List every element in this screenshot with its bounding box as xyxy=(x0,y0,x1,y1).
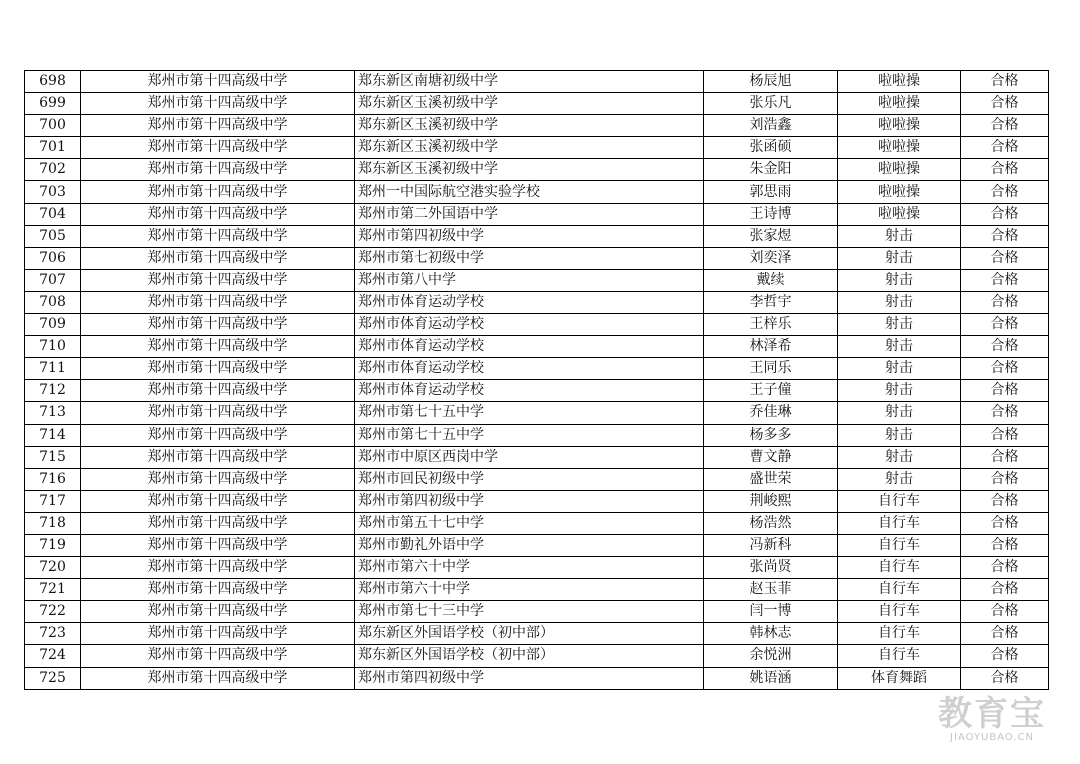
cell-result: 合格 xyxy=(961,71,1049,93)
table-row xyxy=(25,159,1049,181)
cell-event: 啦啦操 xyxy=(838,181,961,203)
cell-high-school: 郑州市第十四高级中学 xyxy=(81,512,355,534)
cell-junior-school: 郑州市第八中学 xyxy=(355,269,704,291)
cell-result: 合格 xyxy=(961,667,1049,689)
cell-high-school: 郑州市第十四高级中学 xyxy=(81,490,355,512)
table-row xyxy=(25,137,1049,159)
cell-junior-school: 郑州市第二外国语中学 xyxy=(355,203,704,225)
table-row xyxy=(25,358,1049,380)
cell-result: 合格 xyxy=(961,93,1049,115)
cell-high-school: 郑州市第十四高级中学 xyxy=(81,380,355,402)
table-row xyxy=(25,380,1049,402)
cell-student-name: 刘奕泽 xyxy=(704,247,838,269)
cell-result: 合格 xyxy=(961,601,1049,623)
cell-number: 701 xyxy=(25,137,81,159)
cell-student-name: 冯新科 xyxy=(704,534,838,556)
cell-result: 合格 xyxy=(961,137,1049,159)
cell-number: 711 xyxy=(25,358,81,380)
table-row xyxy=(25,490,1049,512)
cell-junior-school: 郑州市第七初级中学 xyxy=(355,247,704,269)
cell-high-school: 郑州市第十四高级中学 xyxy=(81,314,355,336)
cell-result: 合格 xyxy=(961,623,1049,645)
watermark-main-text: 教育宝 xyxy=(938,694,1046,734)
cell-result: 合格 xyxy=(961,358,1049,380)
cell-high-school: 郑州市第十四高级中学 xyxy=(81,247,355,269)
cell-number: 715 xyxy=(25,446,81,468)
cell-student-name: 林泽希 xyxy=(704,336,838,358)
cell-event: 啦啦操 xyxy=(838,93,961,115)
cell-result: 合格 xyxy=(961,534,1049,556)
cell-junior-school: 郑东新区外国语学校（初中部） xyxy=(355,623,704,645)
cell-high-school: 郑州市第十四高级中学 xyxy=(81,402,355,424)
cell-event: 自行车 xyxy=(838,490,961,512)
table-row xyxy=(25,512,1049,534)
table-row xyxy=(25,93,1049,115)
cell-event: 射击 xyxy=(838,247,961,269)
cell-result: 合格 xyxy=(961,557,1049,579)
table-row xyxy=(25,468,1049,490)
cell-event: 射击 xyxy=(838,424,961,446)
table-row xyxy=(25,203,1049,225)
cell-high-school: 郑州市第十四高级中学 xyxy=(81,534,355,556)
cell-high-school: 郑州市第十四高级中学 xyxy=(81,557,355,579)
cell-number: 719 xyxy=(25,534,81,556)
cell-student-name: 王诗博 xyxy=(704,203,838,225)
cell-number: 724 xyxy=(25,645,81,667)
table-row xyxy=(25,115,1049,137)
cell-event: 射击 xyxy=(838,314,961,336)
cell-high-school: 郑州市第十四高级中学 xyxy=(81,336,355,358)
table-row xyxy=(25,336,1049,358)
table-row xyxy=(25,601,1049,623)
cell-junior-school: 郑州市体育运动学校 xyxy=(355,358,704,380)
cell-student-name: 王梓乐 xyxy=(704,314,838,336)
cell-student-name: 王同乐 xyxy=(704,358,838,380)
cell-result: 合格 xyxy=(961,181,1049,203)
cell-result: 合格 xyxy=(961,291,1049,313)
cell-high-school: 郑州市第十四高级中学 xyxy=(81,424,355,446)
cell-event: 射击 xyxy=(838,336,961,358)
table-row xyxy=(25,446,1049,468)
cell-event: 啦啦操 xyxy=(838,71,961,93)
cell-high-school: 郑州市第十四高级中学 xyxy=(81,667,355,689)
cell-student-name: 盛世荣 xyxy=(704,468,838,490)
table-row xyxy=(25,579,1049,601)
cell-event: 自行车 xyxy=(838,623,961,645)
cell-number: 723 xyxy=(25,623,81,645)
cell-high-school: 郑州市第十四高级中学 xyxy=(81,71,355,93)
watermark-logo xyxy=(932,696,1052,744)
cell-student-name: 张尚贤 xyxy=(704,557,838,579)
cell-junior-school: 郑州市勤礼外语中学 xyxy=(355,534,704,556)
cell-number: 714 xyxy=(25,424,81,446)
cell-event: 射击 xyxy=(838,358,961,380)
cell-number: 710 xyxy=(25,336,81,358)
table-row xyxy=(25,181,1049,203)
cell-student-name: 李哲宇 xyxy=(704,291,838,313)
cell-event: 啦啦操 xyxy=(838,203,961,225)
cell-junior-school: 郑州市体育运动学校 xyxy=(355,314,704,336)
cell-result: 合格 xyxy=(961,579,1049,601)
table-row xyxy=(25,225,1049,247)
cell-student-name: 王子僮 xyxy=(704,380,838,402)
cell-number: 721 xyxy=(25,579,81,601)
cell-event: 射击 xyxy=(838,402,961,424)
cell-number: 718 xyxy=(25,512,81,534)
cell-number: 709 xyxy=(25,314,81,336)
qualification-table xyxy=(24,70,1049,690)
table-row xyxy=(25,291,1049,313)
cell-result: 合格 xyxy=(961,490,1049,512)
cell-event: 自行车 xyxy=(838,645,961,667)
cell-junior-school: 郑东新区玉溪初级中学 xyxy=(355,137,704,159)
cell-junior-school: 郑州市体育运动学校 xyxy=(355,291,704,313)
cell-event: 自行车 xyxy=(838,534,961,556)
cell-junior-school: 郑州市体育运动学校 xyxy=(355,380,704,402)
table-row xyxy=(25,534,1049,556)
table-row xyxy=(25,645,1049,667)
cell-high-school: 郑州市第十四高级中学 xyxy=(81,137,355,159)
cell-high-school: 郑州市第十四高级中学 xyxy=(81,181,355,203)
cell-junior-school: 郑州市第七十五中学 xyxy=(355,424,704,446)
cell-result: 合格 xyxy=(961,247,1049,269)
cell-high-school: 郑州市第十四高级中学 xyxy=(81,601,355,623)
cell-result: 合格 xyxy=(961,115,1049,137)
cell-high-school: 郑州市第十四高级中学 xyxy=(81,468,355,490)
cell-result: 合格 xyxy=(961,645,1049,667)
cell-number: 722 xyxy=(25,601,81,623)
cell-junior-school: 郑州市第七十三中学 xyxy=(355,601,704,623)
cell-number: 717 xyxy=(25,490,81,512)
cell-number: 703 xyxy=(25,181,81,203)
cell-event: 射击 xyxy=(838,446,961,468)
cell-number: 712 xyxy=(25,380,81,402)
cell-student-name: 杨辰旭 xyxy=(704,71,838,93)
table-row xyxy=(25,424,1049,446)
cell-result: 合格 xyxy=(961,336,1049,358)
cell-student-name: 乔佳琳 xyxy=(704,402,838,424)
cell-junior-school: 郑州市体育运动学校 xyxy=(355,336,704,358)
cell-high-school: 郑州市第十四高级中学 xyxy=(81,579,355,601)
cell-student-name: 曹文静 xyxy=(704,446,838,468)
cell-event: 自行车 xyxy=(838,579,961,601)
cell-student-name: 张乐凡 xyxy=(704,93,838,115)
cell-student-name: 韩林志 xyxy=(704,623,838,645)
cell-junior-school: 郑州市第七十五中学 xyxy=(355,402,704,424)
cell-junior-school: 郑州市第五十七中学 xyxy=(355,512,704,534)
watermark-sub-text: JIAOYUBAO.CN xyxy=(950,732,1034,743)
cell-result: 合格 xyxy=(961,203,1049,225)
cell-number: 704 xyxy=(25,203,81,225)
table-row xyxy=(25,667,1049,689)
cell-event: 射击 xyxy=(838,380,961,402)
cell-result: 合格 xyxy=(961,468,1049,490)
cell-result: 合格 xyxy=(961,380,1049,402)
cell-number: 708 xyxy=(25,291,81,313)
cell-student-name: 余悦洲 xyxy=(704,645,838,667)
table-row xyxy=(25,71,1049,93)
table-row xyxy=(25,402,1049,424)
cell-event: 啦啦操 xyxy=(838,115,961,137)
cell-result: 合格 xyxy=(961,159,1049,181)
cell-junior-school: 郑东新区玉溪初级中学 xyxy=(355,115,704,137)
cell-number: 698 xyxy=(25,71,81,93)
cell-high-school: 郑州市第十四高级中学 xyxy=(81,623,355,645)
cell-high-school: 郑州市第十四高级中学 xyxy=(81,203,355,225)
cell-junior-school: 郑州市回民初级中学 xyxy=(355,468,704,490)
cell-number: 720 xyxy=(25,557,81,579)
cell-number: 705 xyxy=(25,225,81,247)
cell-number: 699 xyxy=(25,93,81,115)
cell-junior-school: 郑州市第六十中学 xyxy=(355,557,704,579)
cell-event: 自行车 xyxy=(838,512,961,534)
cell-high-school: 郑州市第十四高级中学 xyxy=(81,93,355,115)
cell-student-name: 杨浩然 xyxy=(704,512,838,534)
cell-student-name: 赵玉菲 xyxy=(704,579,838,601)
cell-student-name: 朱金阳 xyxy=(704,159,838,181)
cell-high-school: 郑州市第十四高级中学 xyxy=(81,358,355,380)
cell-junior-school: 郑东新区玉溪初级中学 xyxy=(355,93,704,115)
cell-high-school: 郑州市第十四高级中学 xyxy=(81,291,355,313)
table-row xyxy=(25,623,1049,645)
cell-junior-school: 郑州市第六十中学 xyxy=(355,579,704,601)
cell-high-school: 郑州市第十四高级中学 xyxy=(81,269,355,291)
cell-junior-school: 郑州市第四初级中学 xyxy=(355,225,704,247)
cell-high-school: 郑州市第十四高级中学 xyxy=(81,115,355,137)
cell-student-name: 姚语涵 xyxy=(704,667,838,689)
cell-event: 啦啦操 xyxy=(838,137,961,159)
cell-high-school: 郑州市第十四高级中学 xyxy=(81,645,355,667)
cell-junior-school: 郑东新区外国语学校（初中部） xyxy=(355,645,704,667)
cell-number: 707 xyxy=(25,269,81,291)
table-row xyxy=(25,247,1049,269)
cell-event: 啦啦操 xyxy=(838,159,961,181)
cell-number: 716 xyxy=(25,468,81,490)
cell-student-name: 荆峻熙 xyxy=(704,490,838,512)
cell-student-name: 闫一博 xyxy=(704,601,838,623)
cell-event: 体育舞蹈 xyxy=(838,667,961,689)
cell-student-name: 杨多多 xyxy=(704,424,838,446)
cell-event: 射击 xyxy=(838,291,961,313)
cell-result: 合格 xyxy=(961,512,1049,534)
cell-number: 706 xyxy=(25,247,81,269)
cell-high-school: 郑州市第十四高级中学 xyxy=(81,446,355,468)
cell-student-name: 张函硕 xyxy=(704,137,838,159)
cell-event: 射击 xyxy=(838,225,961,247)
cell-high-school: 郑州市第十四高级中学 xyxy=(81,159,355,181)
cell-junior-school: 郑州市第四初级中学 xyxy=(355,667,704,689)
cell-result: 合格 xyxy=(961,225,1049,247)
table-row xyxy=(25,557,1049,579)
cell-high-school: 郑州市第十四高级中学 xyxy=(81,225,355,247)
cell-event: 自行车 xyxy=(838,557,961,579)
cell-junior-school: 郑东新区南塘初级中学 xyxy=(355,71,704,93)
cell-number: 725 xyxy=(25,667,81,689)
table-row xyxy=(25,314,1049,336)
cell-junior-school: 郑州市第四初级中学 xyxy=(355,490,704,512)
cell-result: 合格 xyxy=(961,402,1049,424)
cell-result: 合格 xyxy=(961,314,1049,336)
cell-student-name: 张家煜 xyxy=(704,225,838,247)
cell-student-name: 郭思雨 xyxy=(704,181,838,203)
cell-number: 713 xyxy=(25,402,81,424)
cell-junior-school: 郑州一中国际航空港实验学校 xyxy=(355,181,704,203)
cell-junior-school: 郑东新区玉溪初级中学 xyxy=(355,159,704,181)
cell-event: 自行车 xyxy=(838,601,961,623)
cell-student-name: 戴续 xyxy=(704,269,838,291)
cell-number: 702 xyxy=(25,159,81,181)
cell-result: 合格 xyxy=(961,269,1049,291)
cell-event: 射击 xyxy=(838,468,961,490)
cell-result: 合格 xyxy=(961,446,1049,468)
cell-result: 合格 xyxy=(961,424,1049,446)
cell-number: 700 xyxy=(25,115,81,137)
table-row xyxy=(25,269,1049,291)
table-body xyxy=(25,71,1049,690)
cell-event: 射击 xyxy=(838,269,961,291)
cell-student-name: 刘浩鑫 xyxy=(704,115,838,137)
cell-junior-school: 郑州市中原区西岗中学 xyxy=(355,446,704,468)
